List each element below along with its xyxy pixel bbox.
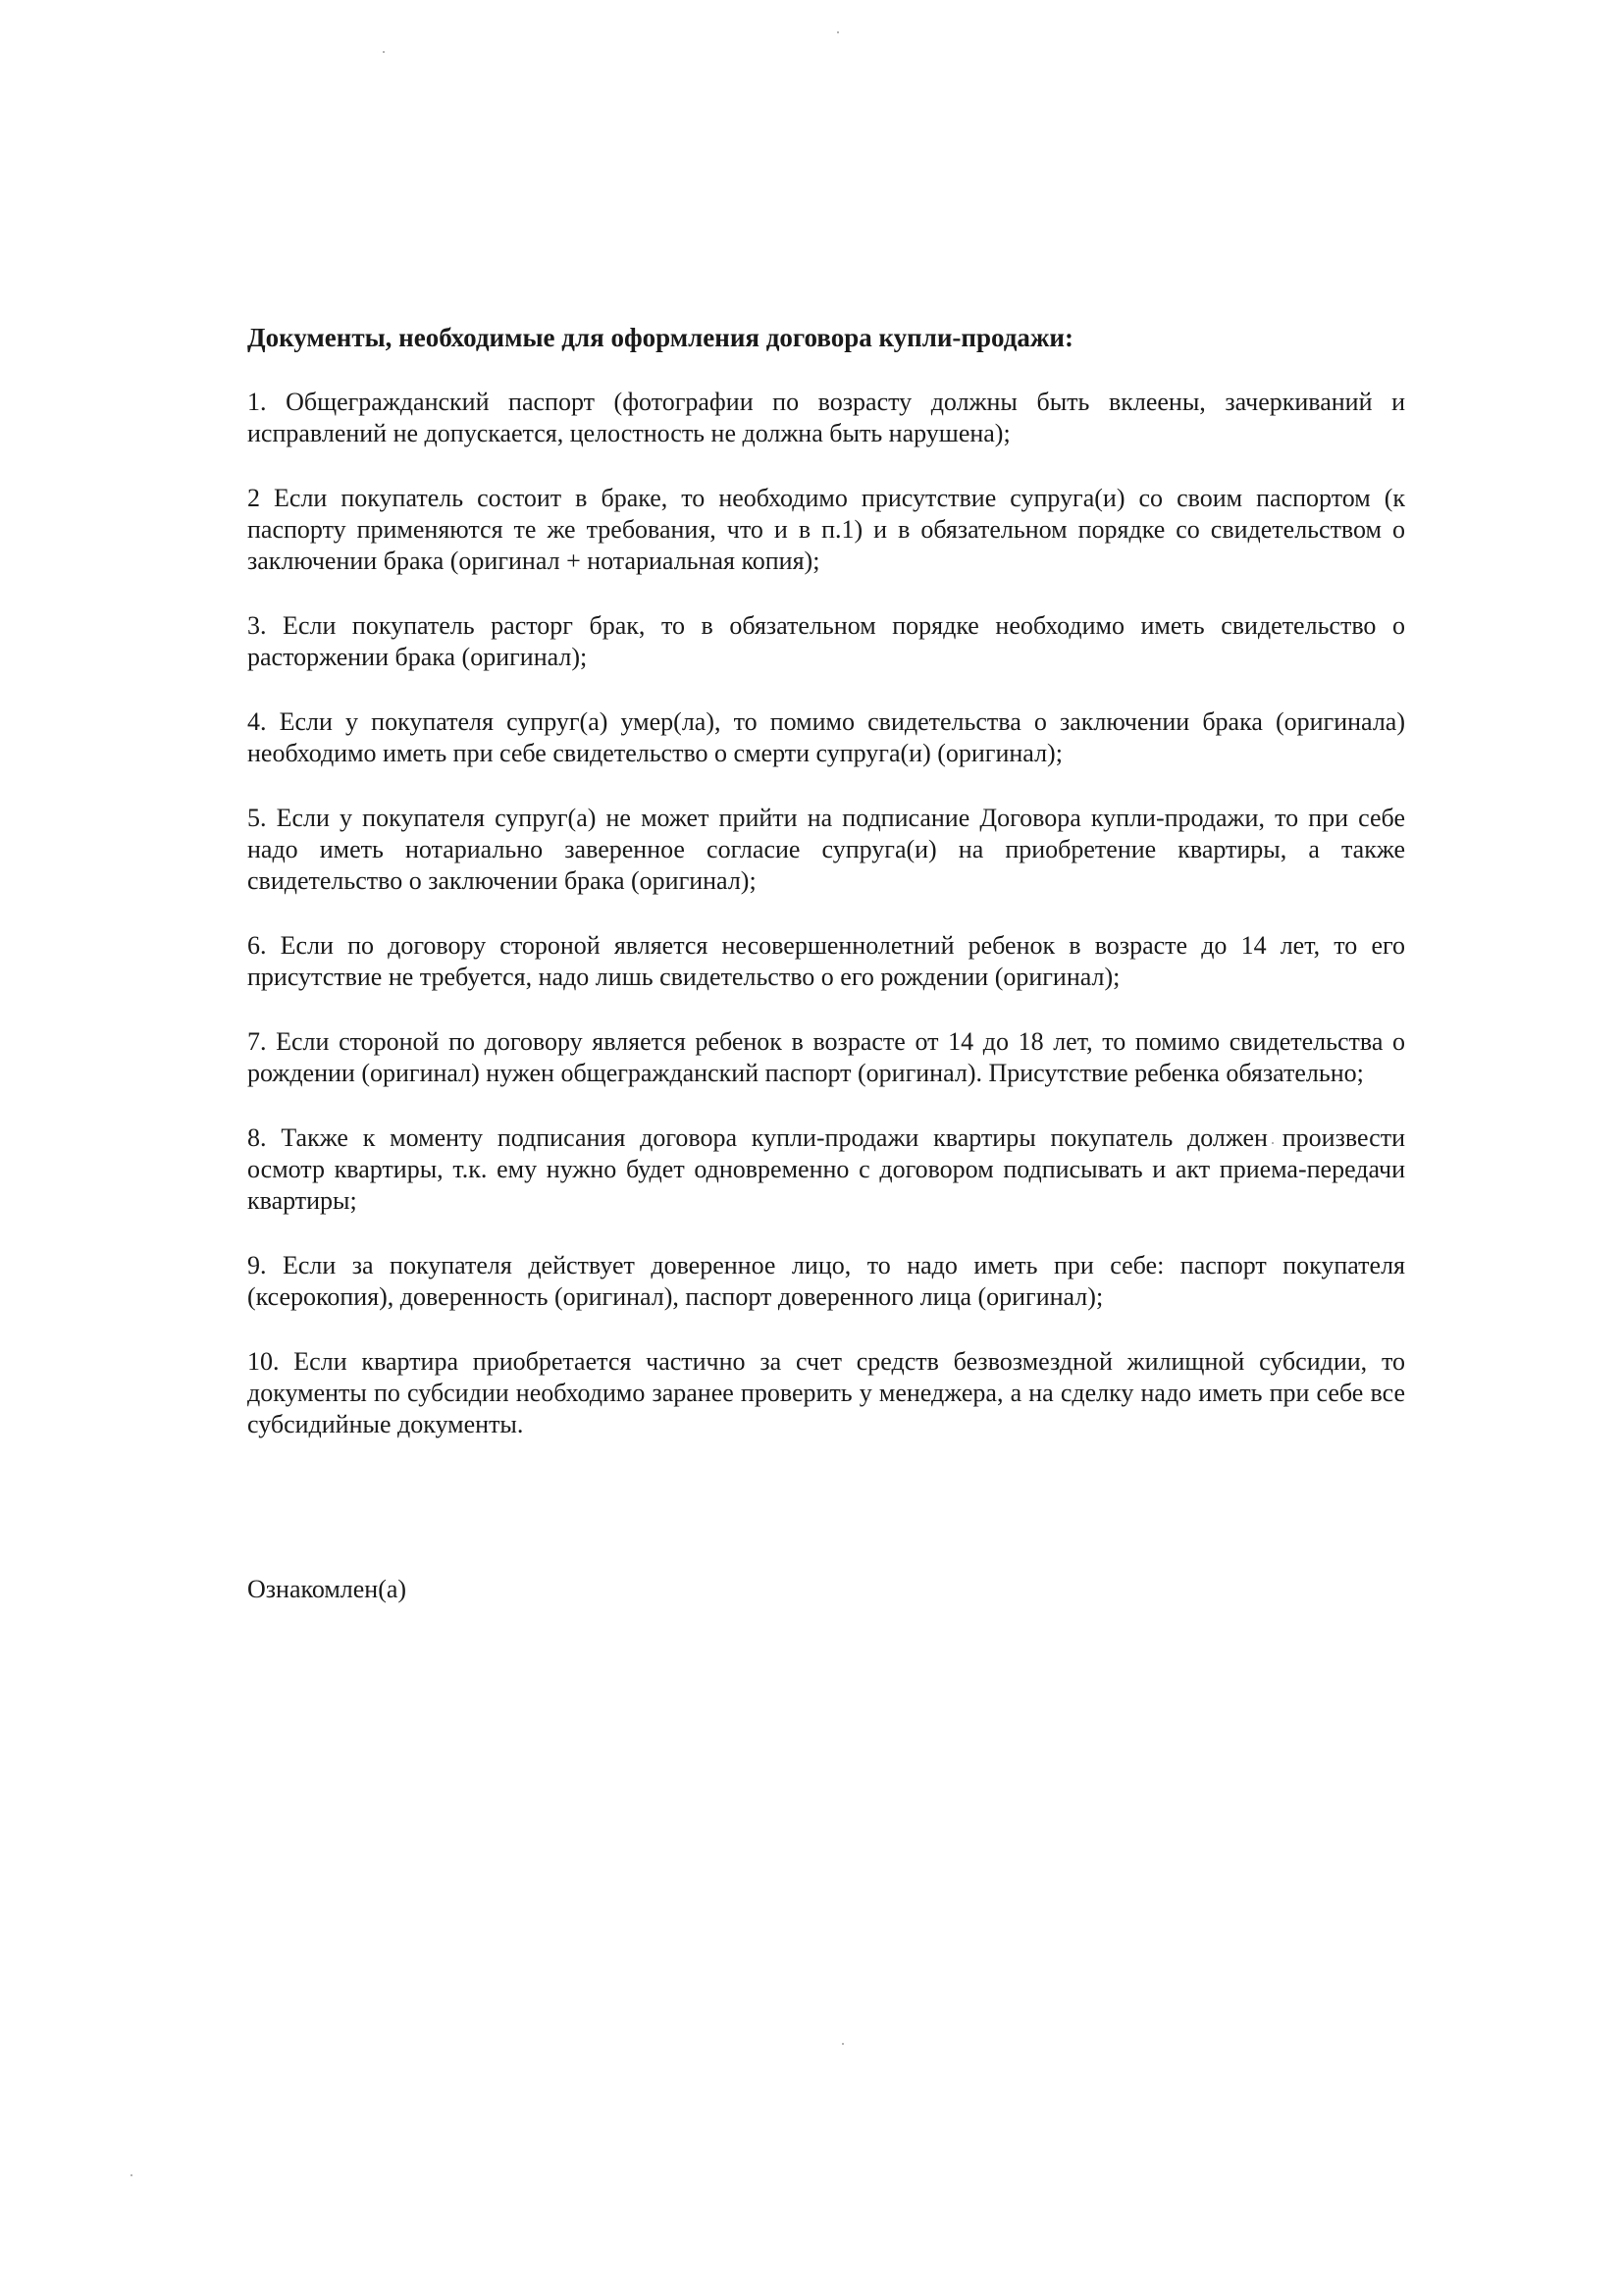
list-item: 4. Если у покупателя супруг(а) умер(ла), то помимо свидетельства о заключении брака (оригинала) необходимо иметь при себе свидетельство о смерти супруга(и) (оригинал); bbox=[247, 707, 1405, 767]
list-item: 10. Если квартира приобретается частично за счет средств безвозмездной жилищной субсидии, то документы по субсидии необходимо заранее проверить у менеджера, а на сделку надо иметь при себе все субсидийные документы. bbox=[247, 1347, 1405, 1438]
list-item: 8. Также к моменту подписания договора купли-продажи квартиры покупатель должен произвести осмотр квартиры, т.к. ему нужно будет одновременно с договором подписывать и акт приема-передачи квартиры; bbox=[247, 1123, 1405, 1215]
document-body bbox=[247, 320, 1405, 1474]
list-item: 5. Если у покупателя супруг(а) не может прийти на подписание Договора купли-продажи, то при себе надо иметь нотариально заверенное согласие супруга(и) на приобретение квартиры, а также свидетельство о заключении брака (оригинал); bbox=[247, 804, 1405, 895]
list-item: 3. Если покупатель расторг брак, то в обязательном порядке необходимо иметь свидетельство о расторжении брака (оригинал); bbox=[247, 611, 1405, 671]
document-title: Документы, необходимые для оформления договора купли-продажи: bbox=[247, 323, 1073, 352]
list-item: 1. Общегражданский паспорт (фотографии по возрасту должны быть вклеены, зачеркиваний и исправлений не допускается, целостность не должна быть нарушена); bbox=[247, 388, 1405, 447]
acknowledgement-line: Ознакомлен(а) bbox=[247, 1575, 407, 1603]
list-item: 9. Если за покупателя действует доверенное лицо, то надо иметь при себе: паспорт покупателя (ксерокопия), доверенность (оригинал), паспорт доверенного лица (оригинал); bbox=[247, 1251, 1405, 1311]
list-item: 7. Если стороной по договору является ребенок в возрасте от 14 до 18 лет, то помимо свидетельства о рождении (оригинал) нужен общегражданский паспорт (оригинал). Присутствие ребенка обязательно; bbox=[247, 1027, 1405, 1087]
scan-speck bbox=[383, 51, 385, 53]
list-item: 6. Если по договору стороной является несовершеннолетний ребенок в возрасте до 14 лет, то его присутствие не требуется, надо лишь свидетельство о его рождении (оригинал); bbox=[247, 931, 1405, 991]
list-item: 2 Если покупатель состоит в браке, то необходимо присутствие супруга(и) со своим паспортом (к паспорту применяются те же требования, что и в п.1) и в обязательном порядке со свидетельством о заключении брака (оригинал + нотариальная копия); bbox=[247, 484, 1405, 575]
scan-speck bbox=[131, 2174, 132, 2176]
scan-speck bbox=[842, 2043, 844, 2045]
scan-speck bbox=[837, 31, 839, 33]
